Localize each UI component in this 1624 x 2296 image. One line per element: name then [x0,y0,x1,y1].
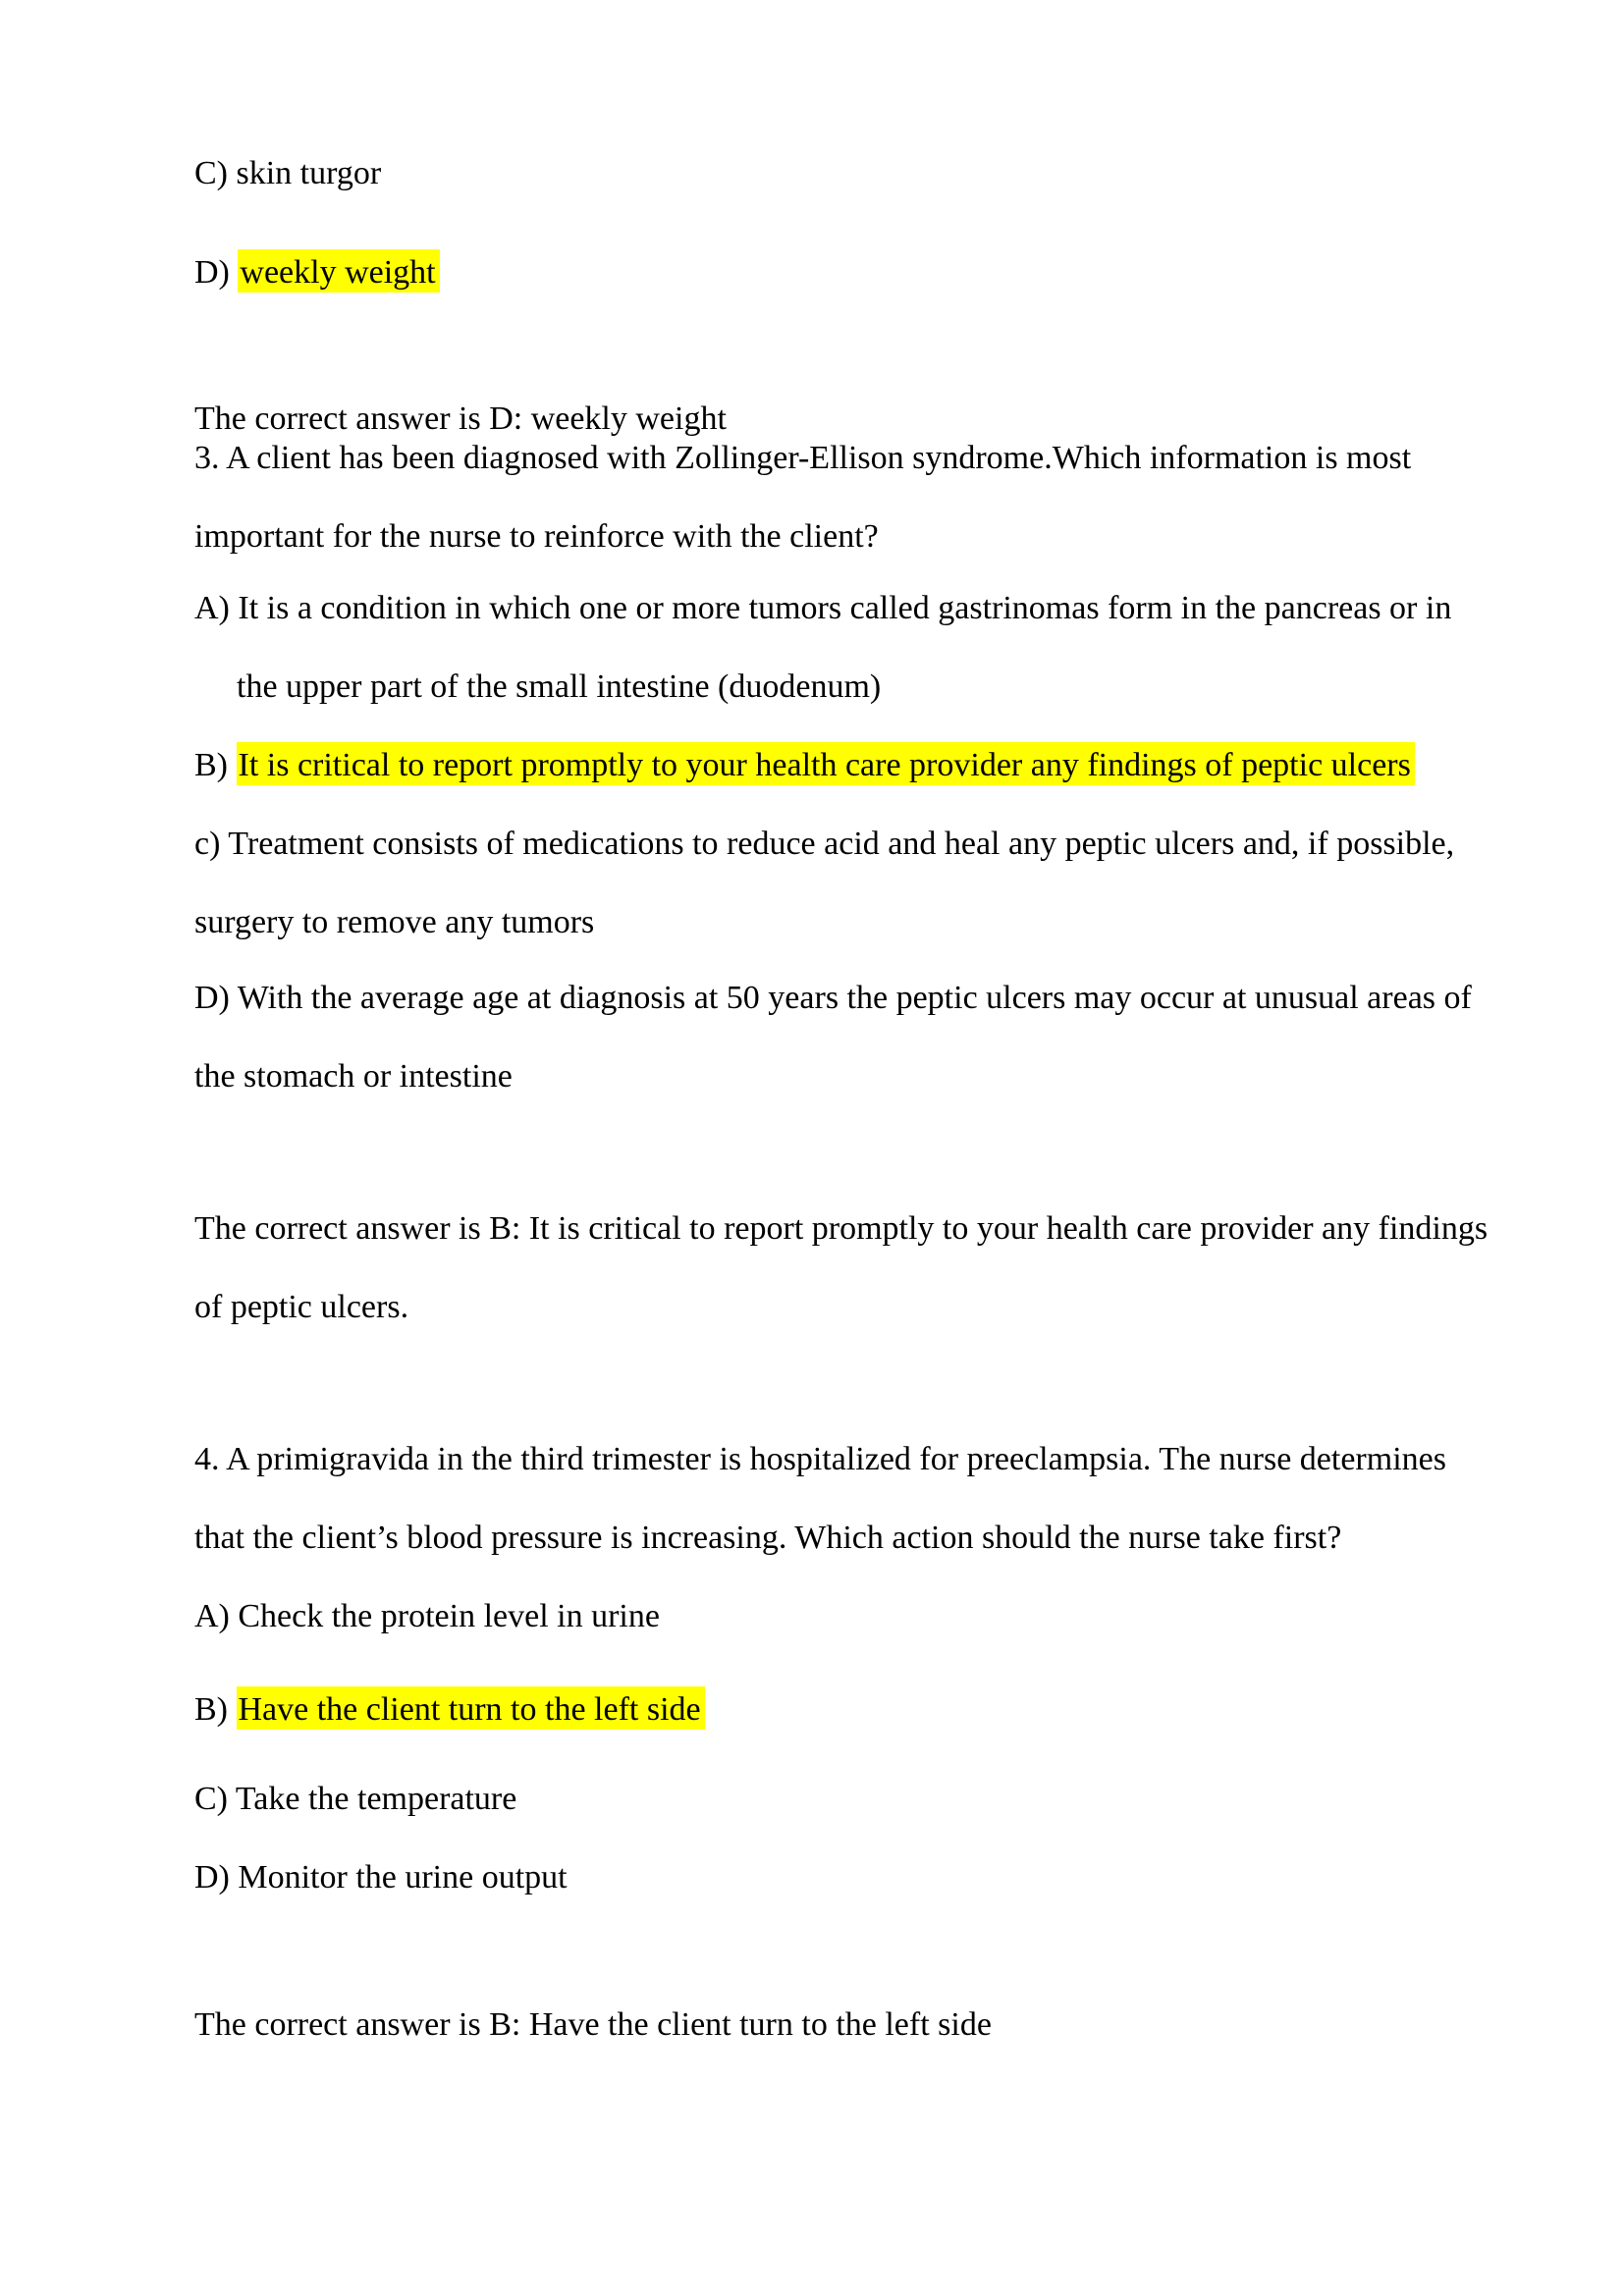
option-prefix: B) [194,1691,237,1728]
correct-answer-line [194,400,727,439]
highlighted-answer-text: It is critical to report promptly to your health care provider any findings of peptic ulcers [237,742,1415,785]
option-text: the upper part of the small intestine (duodenum) [237,668,882,705]
option-text: surgery to remove any tumors [194,904,595,940]
option-line [194,979,1472,1018]
question-text: important for the nurse to reinforce with the client? [194,518,879,555]
option-text: C) Take the temperature [194,1781,517,1817]
option-line [194,746,1415,785]
option-line [194,1780,516,1819]
option-line [194,825,1454,864]
correct-answer-line [194,2005,992,2045]
option-continuation-line [194,1057,513,1096]
option-prefix: B) [194,747,237,783]
option-text: D) Monitor the urine output [194,1859,568,1896]
correct-answer-text: The correct answer is D: weekly weight [194,400,727,437]
correct-answer-text: The correct answer is B: Have the client turn to the left side [194,2006,992,2043]
option-text: D) With the average age at diagnosis at 50 years the peptic ulcers may occur at unusual areas of [194,980,1472,1016]
option-text: the stomach or intestine [194,1058,513,1095]
option-line [194,1690,705,1730]
question-line [194,1519,1341,1558]
option-line [194,154,381,193]
question-text: that the client’s blood pressure is increasing. Which action should the nurse take first? [194,1520,1342,1556]
correct-answer-text: of peptic ulcers. [194,1289,409,1325]
question-line [194,439,1411,478]
option-continuation-line [237,667,881,707]
question-line [194,1440,1446,1479]
option-text: C) skin turgor [194,155,382,191]
question-text: 3. A client has been diagnosed with Zollinger-Ellison syndrome.Which information is most [194,440,1412,476]
option-prefix: D) [194,254,239,291]
option-line [194,253,440,293]
option-text: c) Treatment consists of medications to reduce acid and heal any peptic ulcers and, if possible, [194,826,1455,862]
question-text: 4. A primigravida in the third trimester is hospitalized for preeclampsia. The nurse determines [194,1441,1446,1477]
correct-answer-text: The correct answer is B: It is critical to report promptly to your health care provider any findings [194,1210,1489,1247]
highlighted-answer-text: weekly weight [238,249,439,293]
option-line [194,1597,660,1636]
option-line [194,589,1451,628]
correct-answer-line [194,1209,1488,1249]
option-continuation-line [194,903,594,942]
option-text: A) It is a condition in which one or more tumors called gastrinomas form in the pancreas or in [194,590,1452,626]
highlighted-answer-text: Have the client turn to the left side [237,1686,705,1730]
option-text: A) Check the protein level in urine [194,1598,660,1634]
question-line [194,517,879,557]
correct-answer-line [194,1288,408,1327]
option-line [194,1858,568,1897]
